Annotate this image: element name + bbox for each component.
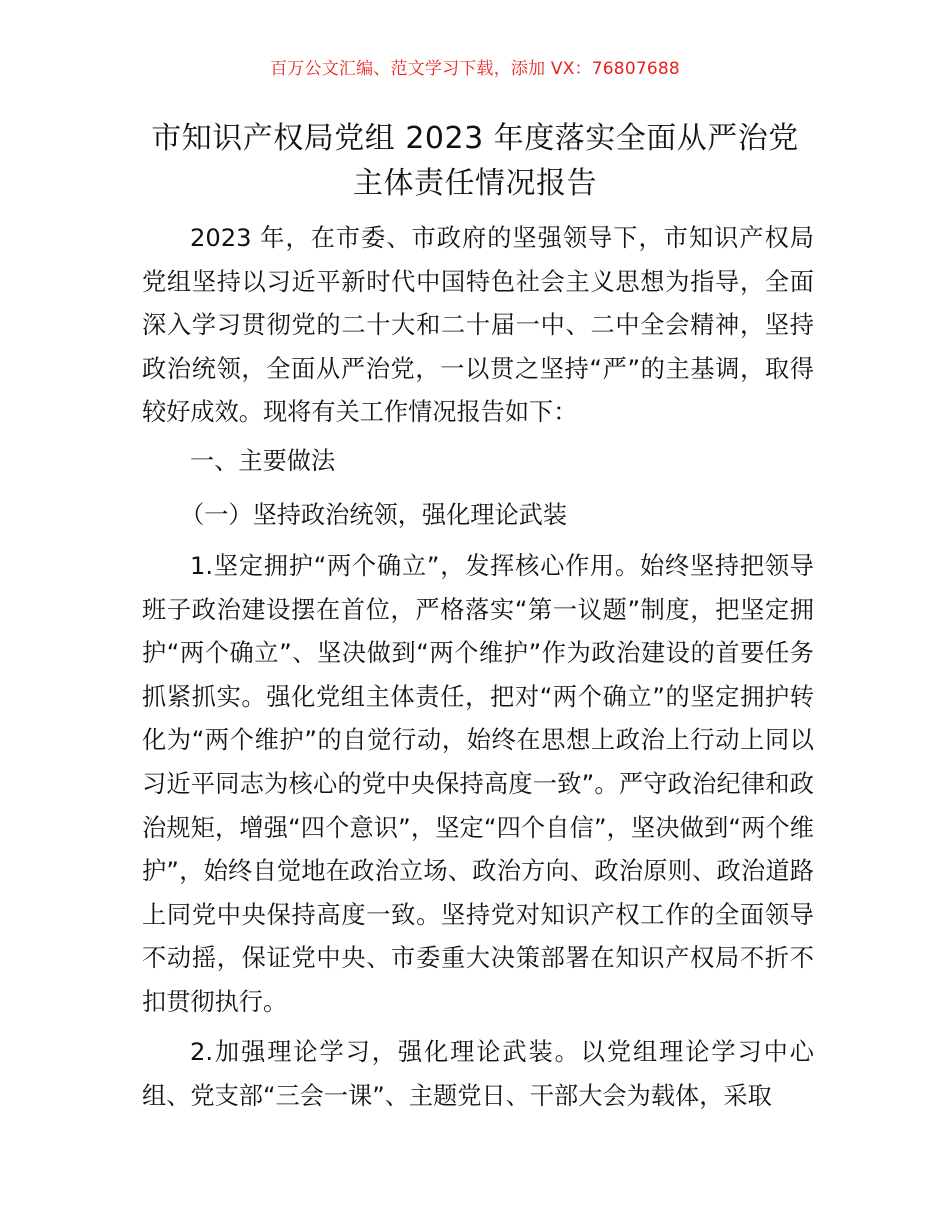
title-line-1: 市知识产权局党组 2023 年度落实全面从严治党 <box>151 121 799 156</box>
paragraph-1-block <box>142 545 814 1025</box>
section-heading-1: 一、主要做法 <box>190 447 336 475</box>
intro-paragraph-block <box>142 217 814 435</box>
paragraph-1: 1.坚定拥护“两个确立”，发挥核心作用。始终坚持把领导班子政治建设摆在首位，严格落实“第一议题”制度，把坚定拥护“两个确立”、坚决做到“两个维护”作为政治建设的首要任务抓紧抓实。强化党组主体责任，把对“两个确立”的坚定拥护转化为“两个维护”的自觉行动，始终在思想上政治上行动上同以习近平同志为核心的党中央保持高度一致”。严守政治纪律和政治规矩，增强“四个意识”，坚定“四个自信”，坚决做到“两个维护”，始终自觉地在政治立场、政治方向、政治原则、政治道路上同党中央保持高度一致。坚持党对知识产权工作的全面领导不动摇，保证党中央、市委重大决策部署在知识产权局不折不扣贯彻执行。 <box>142 552 814 1016</box>
title-line-2: 主体责任情况报告 <box>353 166 597 201</box>
header-watermark-note: 百万公文汇编、范文学习下载，添加 VX：76807688 <box>270 59 680 79</box>
paragraph-2-block <box>142 1031 814 1118</box>
document-title <box>130 116 820 206</box>
subsection-heading-1: （一）坚持政治统领，强化理论武装 <box>180 501 568 529</box>
intro-paragraph: 2023 年，在市委、市政府的坚强领导下，市知识产权局党组坚持以习近平新时代中国特色社会主义思想为指导，全面深入学习贯彻党的二十大和二十届一中、二中全会精神，坚持政治统领，全面从严治党，一以贯之坚持“严”的主基调，取得较好成效。现将有关工作情况报告如下： <box>142 224 814 427</box>
paragraph-2: 2.加强理论学习，强化理论武装。以党组理论学习中心组、党支部“三会一课”、主题党日、干部大会为载体，采取 <box>142 1038 814 1110</box>
